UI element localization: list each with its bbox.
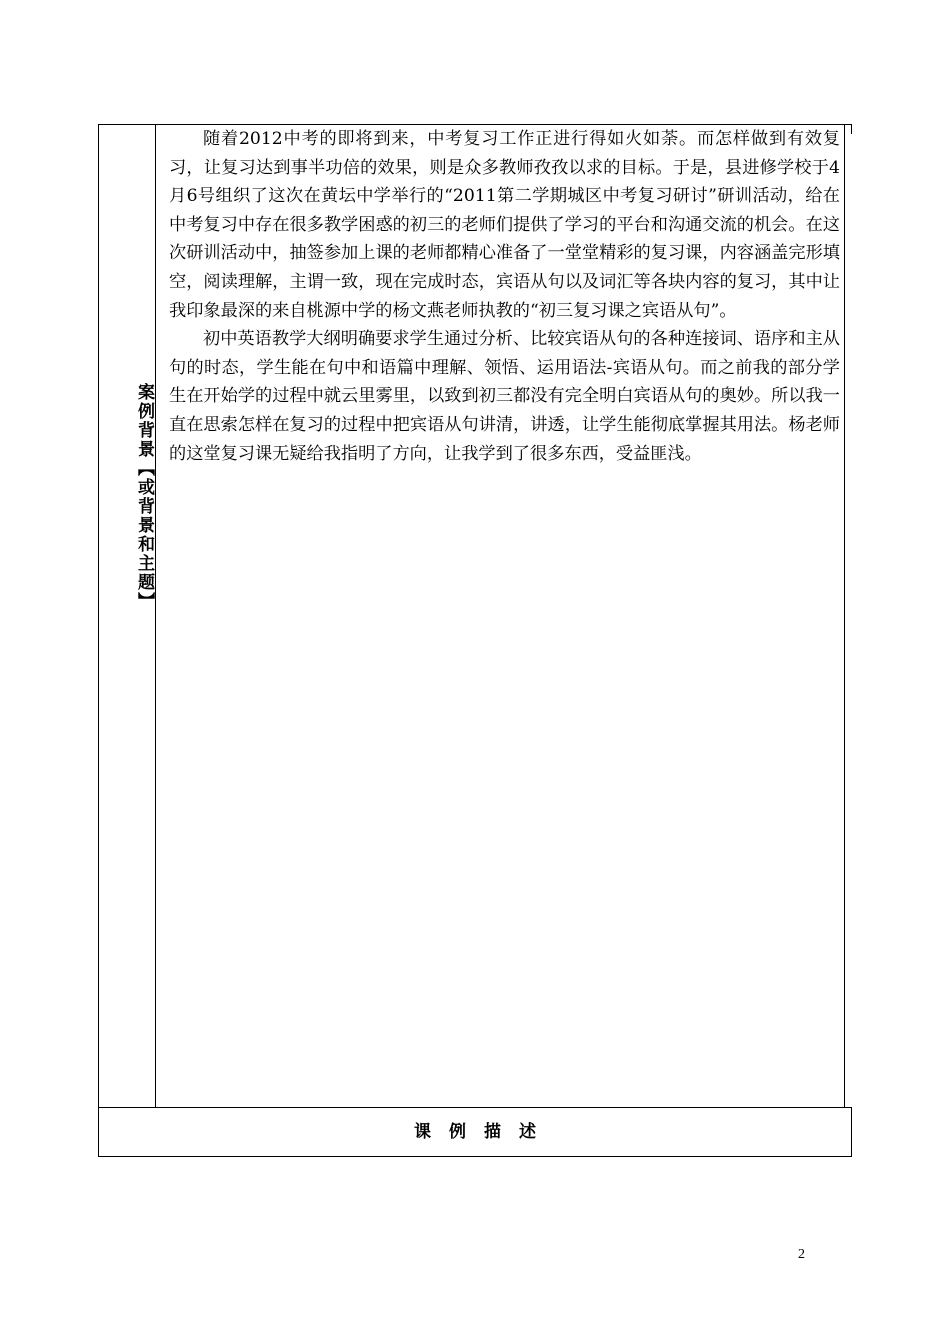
- page-number: 2: [798, 1247, 805, 1262]
- paragraph: 初中英语教学大纲明确要求学生通过分析、比较宾语从句的各种连接词、语序和主从句的时态，学生能在句中和语篇中理解、领悟、运用语法-宾语从句。而之前我的部分学生在开始学的过程中就云里雾里，以致到初三都没有完全明白宾语从句的奥妙。所以我一直在思索怎样在复习的过程中把宾语从句讲清，讲透，让学生能彻底掌握其用法。杨老师的这堂复习课无疑给我指明了方向，让我学到了很多东西，受益匪浅。: [169, 329, 840, 464]
- content-text: [169, 125, 840, 468]
- case-background-table: [98, 124, 845, 1108]
- case-description-row: [98, 1107, 852, 1157]
- section-content-cell: [156, 125, 844, 1107]
- section-label-cell: [99, 125, 156, 1107]
- section-label: 案例背景【或背景和主题】: [134, 383, 154, 611]
- paragraph: 随着2012中考的即将到来，中考复习工作正进行得如火如荼。而怎样做到有效复习，让复习达到事半功倍的效果，则是众多教师孜孜以求的目标。于是，县进修学校于4月6号组织了这次在黄坛中学举行的“2011第二学期城区中考复习研讨”研训活动，给在中考复习中存在很多教学困惑的初三的老师们提供了学习的平台和沟通交流的机会。在这次研训活动中，抽签参加上课的老师都精心准备了一堂堂精彩的复习课，内容涵盖完形填空，阅读理解，主谓一致，现在完成时态，宾语从句以及词汇等各块内容的复习，其中让我印象最深的来自桃源中学的杨文燕老师执教的“初三复习课之宾语从句”。: [169, 129, 840, 321]
- case-description-title: 课例描述: [414, 1122, 554, 1142]
- table-border-tick: [851, 124, 852, 134]
